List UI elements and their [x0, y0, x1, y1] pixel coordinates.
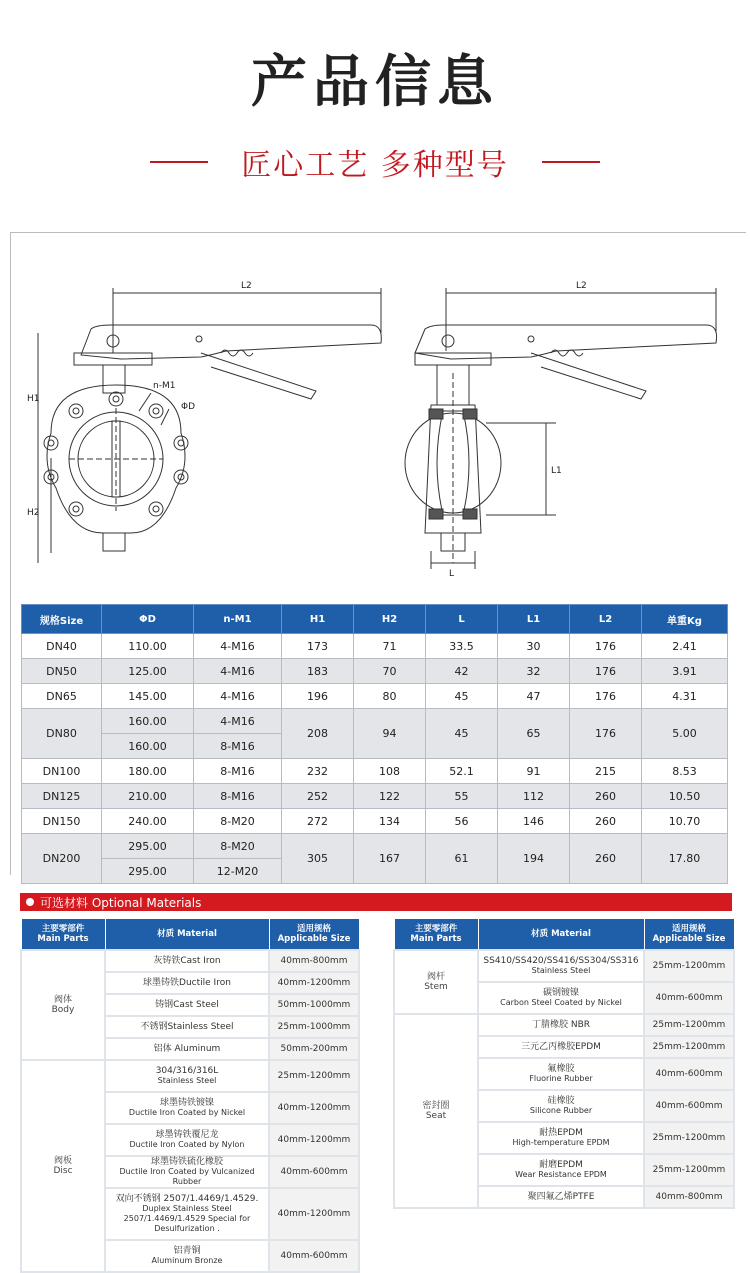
mat-header-size	[644, 919, 734, 951]
spec-row	[22, 684, 728, 709]
material-line-2: Ductile Iron Coated by Nickel	[128, 1108, 246, 1117]
cell-material	[478, 1090, 644, 1122]
material-line-1: 不锈钢Stainless Steel	[140, 1022, 234, 1032]
cell-l2: 260	[570, 809, 642, 834]
cell-material	[478, 1154, 644, 1186]
cell-n-m1: 4-M16	[194, 709, 282, 734]
materials-table-right	[393, 918, 735, 1209]
cell-material	[478, 982, 644, 1014]
cell-h2: 108	[354, 759, 426, 784]
cell-applicable-size: 40mm-1200mm	[269, 972, 359, 994]
cell-l1: 47	[498, 684, 570, 709]
cell-h2: 167	[354, 834, 426, 884]
valve-drawing-svg	[11, 233, 746, 603]
cell-size: DN150	[22, 809, 102, 834]
cell-phi-d: 295.00	[102, 859, 194, 884]
cell-applicable-size: 40mm-800mm	[269, 950, 359, 972]
material-line-1: 铝体 Aluminum	[153, 1044, 221, 1054]
cell-l: 42	[426, 659, 498, 684]
material-line-1: SS410/SS420/SS416/SS304/SS316	[483, 956, 639, 966]
cell-l: 55	[426, 784, 498, 809]
cell-size: DN100	[22, 759, 102, 784]
cell-n-m1: 4-M16	[194, 684, 282, 709]
material-line-1: 耐磨EPDM	[539, 1160, 583, 1170]
cell-h2: 94	[354, 709, 426, 759]
cell-material	[478, 1058, 644, 1090]
cell-l1: 91	[498, 759, 570, 784]
cell-phi-d: 180.00	[102, 759, 194, 784]
cell-h1: 208	[282, 709, 354, 759]
cell-h2: 122	[354, 784, 426, 809]
material-line-2: Fluorine Rubber	[529, 1074, 593, 1083]
spec-row	[22, 659, 728, 684]
label-l2-left: L2	[241, 281, 252, 291]
mat-header-part-cn: 主要零部件	[414, 924, 458, 934]
cell-applicable-size: 40mm-600mm	[644, 1058, 734, 1090]
label-l2-right: L2	[576, 281, 587, 291]
cell-l: 33.5	[426, 634, 498, 659]
cell-material	[105, 1124, 269, 1156]
cell-n-m1: 12-M20	[194, 859, 282, 884]
material-line-1: 球墨铸铁镀镍	[159, 1098, 214, 1108]
cell-n-m1: 4-M16	[194, 634, 282, 659]
cell-l1: 30	[498, 634, 570, 659]
mat-header-row	[21, 919, 359, 951]
cell-applicable-size: 25mm-1000mm	[269, 1016, 359, 1038]
cell-kg: 5.00	[642, 709, 728, 759]
cell-n-m1: 8-M20	[194, 834, 282, 859]
mat-header-size	[269, 919, 359, 951]
cell-l: 61	[426, 834, 498, 884]
cell-material	[478, 1036, 644, 1058]
cell-phi-d: 160.00	[102, 734, 194, 759]
spec-header: H2	[354, 605, 426, 634]
cell-material	[105, 1156, 269, 1188]
cell-l2: 176	[570, 634, 642, 659]
cell-n-m1: 8-M20	[194, 809, 282, 834]
spec-header: n-M1	[194, 605, 282, 634]
cell-h1: 305	[282, 834, 354, 884]
cell-applicable-size: 50mm-200mm	[269, 1038, 359, 1060]
cell-l2: 215	[570, 759, 642, 784]
material-line-1: 球墨铸铁硫化橡胶	[150, 1157, 223, 1167]
cell-kg: 10.50	[642, 784, 728, 809]
cell-kg: 8.53	[642, 759, 728, 784]
spec-row	[22, 834, 728, 859]
material-line-1: 双向不锈钢 2507/1.4469/1.4529.	[115, 1194, 259, 1204]
cell-kg: 10.70	[642, 809, 728, 834]
material-line-1: 球墨铸铁覆尼龙	[155, 1130, 219, 1140]
cell-phi-d: 160.00	[102, 709, 194, 734]
cell-material	[105, 1188, 269, 1240]
material-line-2: Ductile Iron Coated by Nylon	[129, 1140, 245, 1149]
cell-material	[478, 1122, 644, 1154]
cell-material	[478, 950, 644, 982]
cell-l1: 146	[498, 809, 570, 834]
mat-header-size-cn: 适用规格	[296, 924, 331, 934]
material-row	[21, 1060, 359, 1092]
cell-material	[105, 950, 269, 972]
mat-header-part-cn: 主要零部件	[41, 924, 85, 934]
material-line-2: Aluminum Bronze	[151, 1256, 223, 1265]
cell-l1: 112	[498, 784, 570, 809]
mat-header-material: 材质 Material	[105, 919, 269, 951]
cell-h2: 70	[354, 659, 426, 684]
material-line-1: 硅橡胶	[547, 1096, 575, 1106]
spec-row	[22, 809, 728, 834]
spec-header: H1	[282, 605, 354, 634]
cell-kg: 4.31	[642, 684, 728, 709]
materials-title-bar	[20, 893, 732, 911]
mat-header-part-en: Main Parts	[410, 934, 462, 944]
cell-applicable-size: 40mm-1200mm	[269, 1092, 359, 1124]
cell-part	[394, 1014, 478, 1208]
part-name-cn: 阀体	[53, 995, 72, 1005]
mat-header-material: 材质 Material	[478, 919, 644, 951]
material-line-2: Stainless Steel	[157, 1076, 217, 1085]
subtitle-row	[0, 140, 750, 184]
material-row	[21, 950, 359, 972]
cell-applicable-size: 50mm-1000mm	[269, 994, 359, 1016]
cell-applicable-size: 40mm-600mm	[269, 1156, 359, 1188]
cell-phi-d: 295.00	[102, 834, 194, 859]
mat-header-part	[21, 919, 105, 951]
cell-phi-d: 240.00	[102, 809, 194, 834]
part-name-en: Stem	[424, 982, 448, 992]
bullet-icon	[26, 898, 34, 906]
cell-h2: 134	[354, 809, 426, 834]
part-name-cn: 阀板	[53, 1156, 72, 1166]
cell-h1: 196	[282, 684, 354, 709]
material-line-1: 304/316/316L	[155, 1066, 219, 1076]
cell-h2: 80	[354, 684, 426, 709]
cell-material	[105, 972, 269, 994]
spec-header: L1	[498, 605, 570, 634]
cell-l: 56	[426, 809, 498, 834]
spec-header: L2	[570, 605, 642, 634]
cell-applicable-size: 25mm-1200mm	[644, 1036, 734, 1058]
cell-n-m1: 8-M16	[194, 734, 282, 759]
materials-title: 可选材料 Optional Materials	[40, 896, 202, 910]
subtitle-line-right	[542, 161, 600, 163]
cell-kg: 17.80	[642, 834, 728, 884]
cell-material	[478, 1186, 644, 1208]
cell-applicable-size: 25mm-1200mm	[644, 1122, 734, 1154]
cell-h1: 252	[282, 784, 354, 809]
cell-h2: 71	[354, 634, 426, 659]
label-l1: L1	[551, 466, 562, 476]
label-n-m1: n-M1	[153, 381, 176, 391]
material-line-1: 铝青铜	[173, 1246, 201, 1256]
material-line-2: Duplex Stainless Steel 2507/1.4469/1.4529 Special for Desulfurization .	[123, 1204, 251, 1233]
cell-l1: 194	[498, 834, 570, 884]
cell-l1: 65	[498, 709, 570, 759]
cell-l2: 176	[570, 659, 642, 684]
mat-header-size-en: Applicable Size	[652, 934, 726, 944]
cell-applicable-size: 25mm-1200mm	[269, 1060, 359, 1092]
cell-phi-d: 210.00	[102, 784, 194, 809]
cell-material	[105, 1240, 269, 1272]
material-line-1: 氟橡胶	[547, 1064, 575, 1074]
spec-table	[21, 604, 728, 884]
part-name-cn: 密封圈	[422, 1101, 450, 1111]
cell-l2: 176	[570, 684, 642, 709]
mat-header-size-en: Applicable Size	[277, 934, 351, 944]
cell-applicable-size: 40mm-600mm	[269, 1240, 359, 1272]
material-row	[394, 1014, 734, 1036]
material-row	[394, 950, 734, 982]
label-h2: H2	[27, 508, 40, 518]
cell-applicable-size: 25mm-1200mm	[644, 950, 734, 982]
material-line-1: 耐热EPDM	[539, 1128, 583, 1138]
cell-h1: 232	[282, 759, 354, 784]
material-line-2: Carbon Steel Coated by Nickel	[500, 998, 622, 1007]
part-name-cn: 阀杆	[426, 972, 445, 982]
cell-applicable-size: 40mm-600mm	[644, 982, 734, 1014]
spec-row	[22, 759, 728, 784]
cell-size: DN80	[22, 709, 102, 759]
spec-row	[22, 784, 728, 809]
cell-kg: 2.41	[642, 634, 728, 659]
spec-header: 规格Size	[22, 605, 102, 634]
cell-applicable-size: 25mm-1200mm	[644, 1014, 734, 1036]
cell-applicable-size: 25mm-1200mm	[644, 1154, 734, 1186]
cell-applicable-size: 40mm-1200mm	[269, 1188, 359, 1240]
cell-n-m1: 4-M16	[194, 659, 282, 684]
label-h1: H1	[27, 394, 40, 404]
spec-row	[22, 634, 728, 659]
material-line-2: Silicone Rubber	[529, 1106, 593, 1115]
mat-header-part	[394, 919, 478, 951]
cell-l2: 176	[570, 709, 642, 759]
material-line-1: 聚四氟乙烯PTFE	[527, 1192, 595, 1202]
cell-material	[478, 1014, 644, 1036]
material-line-2: Ductile Iron Coated by Vulcanized Rubber	[119, 1167, 255, 1186]
material-line-2: High-temperature EPDM	[512, 1138, 610, 1147]
part-name-en: Disc	[53, 1166, 73, 1176]
cell-h1: 272	[282, 809, 354, 834]
cell-size: DN40	[22, 634, 102, 659]
cell-size: DN50	[22, 659, 102, 684]
cell-l1: 32	[498, 659, 570, 684]
spec-header: L	[426, 605, 498, 634]
material-line-2: Wear Resistance EPDM	[515, 1170, 607, 1179]
cell-size: DN200	[22, 834, 102, 884]
cell-phi-d: 145.00	[102, 684, 194, 709]
cell-material	[105, 994, 269, 1016]
mat-header-size-cn: 适用规格	[671, 924, 706, 934]
cell-l: 45	[426, 684, 498, 709]
spec-header: ΦD	[102, 605, 194, 634]
cell-n-m1: 8-M16	[194, 759, 282, 784]
label-l: L	[449, 569, 455, 579]
cell-material	[105, 1092, 269, 1124]
cell-material	[105, 1016, 269, 1038]
cell-size: DN125	[22, 784, 102, 809]
material-line-1: 碳钢镀镍	[542, 988, 579, 998]
material-line-1: 球墨铸铁Ductile Iron	[143, 978, 231, 988]
cell-l: 52.1	[426, 759, 498, 784]
cell-phi-d: 125.00	[102, 659, 194, 684]
cell-material	[105, 1060, 269, 1092]
cell-h1: 183	[282, 659, 354, 684]
cell-size: DN65	[22, 684, 102, 709]
cell-phi-d: 110.00	[102, 634, 194, 659]
part-name-en: Seat	[425, 1111, 447, 1121]
material-line-1: 灰铸铁Cast Iron	[153, 956, 221, 966]
cell-part	[21, 1060, 105, 1272]
cell-l: 45	[426, 709, 498, 759]
cell-part	[394, 950, 478, 1014]
part-name-en: Body	[51, 1005, 75, 1015]
cell-part	[21, 950, 105, 1060]
materials-table-left	[20, 918, 360, 1273]
cell-applicable-size: 40mm-600mm	[644, 1090, 734, 1122]
subtitle: 匠心工艺 多种型号	[241, 148, 509, 183]
mat-header-row	[394, 919, 734, 951]
cell-applicable-size: 40mm-800mm	[644, 1186, 734, 1208]
label-phi-d: ΦD	[181, 402, 196, 412]
cell-material	[105, 1038, 269, 1060]
mat-header-part-en: Main Parts	[37, 934, 89, 944]
cell-l2: 260	[570, 784, 642, 809]
material-line-1: 丁腈橡胶 NBR	[531, 1020, 591, 1030]
material-line-2: Stainless Steel	[531, 966, 591, 975]
spec-row	[22, 709, 728, 734]
cell-l2: 260	[570, 834, 642, 884]
material-line-1: 三元乙丙橡胶EPDM	[521, 1042, 601, 1052]
spec-header-row	[22, 605, 728, 634]
cell-applicable-size: 40mm-1200mm	[269, 1124, 359, 1156]
cell-kg: 3.91	[642, 659, 728, 684]
cell-n-m1: 8-M16	[194, 784, 282, 809]
page-title: 产品信息	[251, 50, 499, 115]
material-line-1: 铸钢Cast Steel	[155, 1000, 219, 1010]
spec-header: 单重Kg	[642, 605, 728, 634]
cell-h1: 173	[282, 634, 354, 659]
